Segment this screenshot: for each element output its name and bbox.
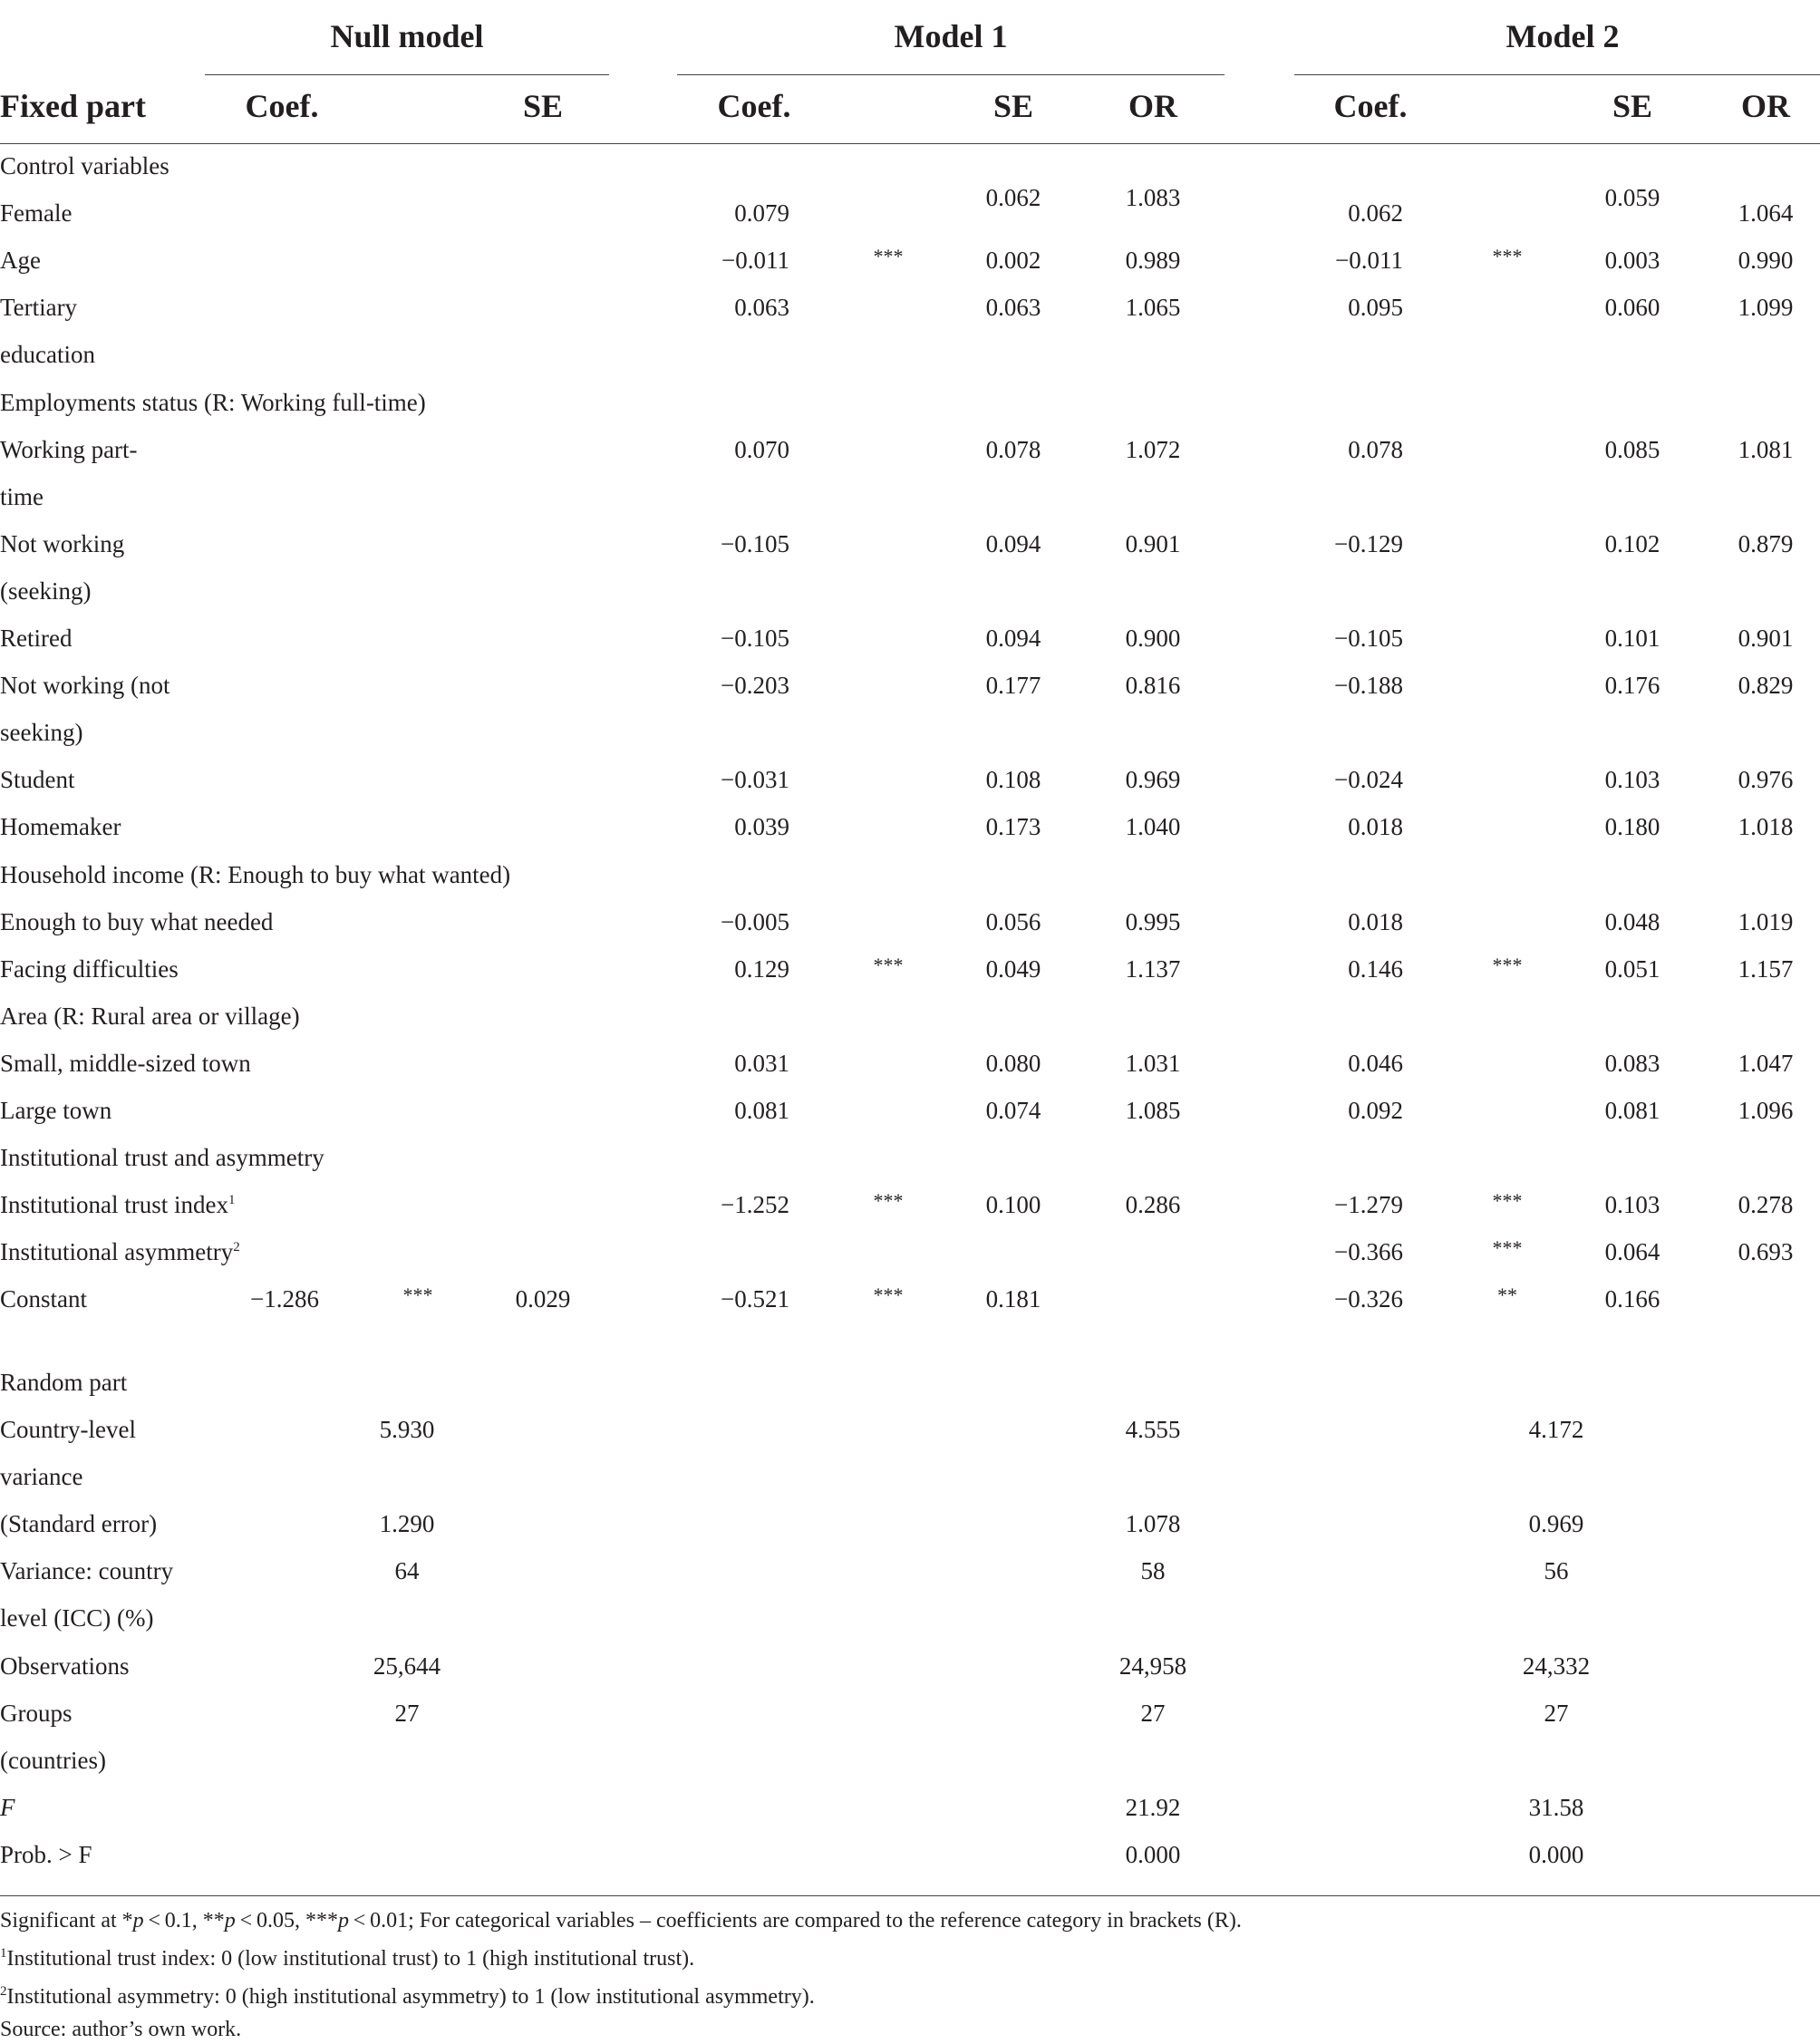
col-m1-se: SE [992, 88, 1034, 124]
random-value-null: 27 [394, 1700, 420, 1727]
m2-coef: −0.011 [1335, 247, 1403, 274]
random-value-model1: 0.000 [1125, 1841, 1181, 1868]
group-title-model2: Model 2 [1505, 18, 1620, 54]
m2-se: 0.102 [1604, 530, 1660, 557]
m2-se: 0.083 [1604, 1050, 1660, 1077]
m2-coef: −0.105 [1334, 625, 1403, 652]
random-value-model1: 1.078 [1125, 1510, 1181, 1537]
random-row-label: Groups [0, 1700, 73, 1727]
m2-coef: −1.279 [1334, 1191, 1403, 1218]
random-row-label: Country-level [0, 1416, 136, 1443]
random-part-title: Random part [0, 1369, 128, 1396]
footnote-2: $^2$Institutional asymmetry: 0 (high institutional asymmetry) to 1 (low institutional asymmetry). [0, 1984, 815, 2009]
row-label: Not working (not [0, 672, 170, 699]
m1-or: 0.995 [1125, 908, 1181, 935]
spanner-rule-model1 [677, 74, 1225, 75]
row-label: Not working [0, 530, 125, 557]
random-row-label: Prob. > F [0, 1841, 92, 1868]
m2-coef: −0.366 [1334, 1238, 1403, 1265]
row-label: Age [0, 247, 41, 274]
null-se: 0.029 [515, 1285, 571, 1313]
row-label-cont: education [0, 341, 95, 368]
null-sig: *** [402, 1284, 433, 1306]
random-value-model2: 56 [1544, 1557, 1569, 1584]
m1-se: 0.074 [985, 1097, 1041, 1124]
random-row-label: (Standard error) [0, 1510, 158, 1537]
col-m2-se: SE [1612, 88, 1653, 124]
m1-sig: *** [873, 1284, 904, 1306]
m1-coef: −1.252 [721, 1191, 789, 1218]
m2-or: 1.047 [1738, 1050, 1794, 1077]
col-m1-or: OR [1128, 88, 1177, 124]
m1-sig: *** [873, 245, 904, 267]
m2-se: 0.060 [1604, 294, 1660, 321]
m2-or: 0.990 [1738, 247, 1794, 274]
random-row-label: Observations [0, 1652, 130, 1680]
row-label: Small, middle-sized town [0, 1050, 251, 1077]
m2-se: 0.180 [1604, 813, 1660, 840]
m1-coef: 0.063 [734, 294, 789, 321]
m2-sig: *** [1492, 954, 1523, 976]
random-value-null: 5.930 [379, 1416, 435, 1443]
m1-or: 1.085 [1125, 1097, 1181, 1124]
random-value-model2: 0.000 [1528, 1841, 1584, 1868]
m2-se: 0.103 [1604, 1191, 1660, 1218]
m2-sig: ** [1497, 1284, 1517, 1306]
m1-se: 0.002 [985, 247, 1041, 274]
spanner-rule-null [205, 74, 609, 75]
row-label: Tertiary [0, 294, 78, 321]
m1-or: 1.065 [1125, 294, 1181, 321]
m1-or: 0.286 [1125, 1191, 1181, 1218]
m2-coef: −0.188 [1334, 672, 1403, 699]
m1-or: 0.989 [1125, 247, 1181, 274]
m1-se: 0.173 [985, 813, 1041, 840]
random-value-model2: 31.58 [1528, 1794, 1584, 1821]
m1-coef: −0.203 [721, 672, 789, 699]
null-coef: −1.286 [250, 1285, 319, 1313]
random-row-label-cont: (countries) [0, 1747, 106, 1774]
m1-coef: −0.031 [721, 766, 789, 793]
m1-or: 1.083 [1125, 184, 1181, 211]
m2-or: 1.157 [1738, 955, 1794, 983]
random-value-null: 1.290 [379, 1510, 435, 1537]
m1-coef: 0.039 [734, 813, 789, 840]
m2-coef: −0.129 [1334, 530, 1403, 557]
random-row-label: F [0, 1794, 15, 1821]
m1-or: 1.137 [1125, 955, 1181, 983]
m1-or: 0.969 [1125, 766, 1181, 793]
random-value-model2: 4.172 [1528, 1416, 1584, 1443]
m2-coef: 0.018 [1348, 813, 1403, 840]
m2-or: 0.901 [1738, 625, 1794, 652]
m1-se: 0.080 [985, 1050, 1041, 1077]
header-rule [0, 143, 1820, 144]
col-m2-coef: Coef. [1333, 88, 1408, 124]
m2-or: 1.081 [1738, 436, 1794, 463]
row-label: Retired [0, 625, 73, 652]
random-value-null: 25,644 [373, 1652, 441, 1680]
m1-se: 0.094 [985, 530, 1041, 557]
random-row-label-cont: variance [0, 1463, 83, 1490]
random-value-null: 64 [394, 1557, 420, 1584]
m2-coef: −0.024 [1334, 766, 1403, 793]
random-value-model2: 24,332 [1522, 1652, 1591, 1680]
m1-se: 0.063 [985, 294, 1041, 321]
m1-or: 1.072 [1125, 436, 1181, 463]
m1-or: 0.900 [1125, 625, 1181, 652]
row-label: Large town [0, 1097, 112, 1124]
row-label: Homemaker [0, 813, 121, 840]
m2-or: 1.099 [1738, 294, 1794, 321]
col-m2-or: OR [1741, 88, 1790, 124]
row-label-cont: time [0, 483, 44, 510]
m2-se: 0.103 [1604, 766, 1660, 793]
row-label: Constant [0, 1285, 88, 1313]
m2-se: 0.059 [1604, 184, 1660, 211]
m1-se: 0.049 [985, 955, 1041, 983]
m2-se: 0.051 [1604, 955, 1660, 983]
random-row-label: Variance: country [0, 1557, 174, 1584]
stub-header: Fixed part [0, 88, 146, 124]
m2-sig: *** [1492, 1189, 1523, 1212]
m2-coef: 0.062 [1348, 199, 1403, 227]
significance-note: Significant at *p < 0.1, **p < 0.05, ***p < 0.01; For categorical variables – coefficients are compared to the reference category in brackets (R). [0, 1909, 1242, 1933]
m2-se: 0.101 [1604, 625, 1660, 652]
m1-coef: −0.521 [721, 1285, 789, 1313]
random-value-model1: 21.92 [1125, 1794, 1181, 1821]
section-label: Institutional trust and asymmetry [0, 1144, 324, 1171]
m1-se: 0.078 [985, 436, 1041, 463]
spanner-rule-model2 [1294, 74, 1820, 75]
m2-se: 0.048 [1604, 908, 1660, 935]
m2-se: 0.166 [1604, 1285, 1660, 1313]
m1-sig: *** [873, 954, 904, 976]
table-bottom-rule [0, 1895, 1820, 1896]
m2-or: 0.976 [1738, 766, 1794, 793]
m2-or: 0.829 [1738, 672, 1794, 699]
m2-coef: 0.018 [1348, 908, 1403, 935]
m1-se: 0.100 [985, 1191, 1041, 1218]
footnote-1: $^1$Institutional trust index: 0 (low institutional trust) to 1 (high institutional trust). [0, 1946, 695, 1971]
m2-coef: −0.326 [1334, 1285, 1403, 1313]
m2-or: 1.019 [1738, 908, 1794, 935]
m1-coef: −0.105 [721, 530, 789, 557]
m1-se: 0.094 [985, 625, 1041, 652]
m1-coef: 0.070 [734, 436, 789, 463]
m1-coef: 0.129 [734, 955, 789, 983]
random-row-label-cont: level (ICC) (%) [0, 1604, 154, 1632]
group-title-null: Null model [330, 18, 484, 54]
random-value-model1: 27 [1140, 1700, 1166, 1727]
row-label: Institutional trust index$^1$ [0, 1191, 236, 1218]
section-label: Control variables [0, 152, 169, 179]
col-m1-coef: Coef. [717, 88, 791, 124]
m2-sig: *** [1492, 245, 1523, 267]
row-label: Enough to buy what needed [0, 908, 274, 935]
m1-or: 1.040 [1125, 813, 1181, 840]
m1-se: 0.177 [985, 672, 1041, 699]
m1-se: 0.108 [985, 766, 1041, 793]
section-label: Area (R: Rural area or village) [0, 1003, 300, 1030]
m2-or: 0.693 [1738, 1238, 1794, 1265]
row-label-cont: (seeking) [0, 577, 92, 605]
m1-or: 0.816 [1125, 672, 1181, 699]
m2-coef: 0.078 [1348, 436, 1403, 463]
random-value-model2: 27 [1544, 1700, 1569, 1727]
m1-coef: 0.081 [734, 1097, 789, 1124]
m1-or: 0.901 [1125, 530, 1181, 557]
m1-coef: 0.079 [734, 199, 789, 227]
m2-or: 0.278 [1738, 1191, 1794, 1218]
m2-or: 0.879 [1738, 530, 1794, 557]
m1-se: 0.056 [985, 908, 1041, 935]
row-label: Working part- [0, 436, 138, 463]
m2-or: 1.096 [1738, 1097, 1794, 1124]
m1-or: 1.031 [1125, 1050, 1181, 1077]
row-label-cont: seeking) [0, 719, 83, 746]
m2-se: 0.176 [1604, 672, 1660, 699]
col-null-se: SE [522, 88, 564, 124]
m2-coef: 0.046 [1348, 1050, 1403, 1077]
m2-coef: 0.095 [1348, 294, 1403, 321]
random-value-model2: 0.969 [1528, 1510, 1584, 1537]
m1-sig: *** [873, 1189, 904, 1212]
m2-se: 0.081 [1604, 1097, 1660, 1124]
m1-se: 0.062 [985, 184, 1041, 211]
m2-se: 0.003 [1604, 247, 1660, 274]
m1-se: 0.181 [985, 1285, 1041, 1313]
m2-se: 0.064 [1604, 1238, 1660, 1265]
m1-coef: −0.005 [721, 908, 789, 935]
m1-coef: 0.031 [734, 1050, 789, 1077]
m2-sig: *** [1492, 1236, 1523, 1259]
m1-coef: −0.105 [721, 625, 789, 652]
m2-or: 1.018 [1738, 813, 1794, 840]
row-label: Female [0, 199, 73, 227]
random-value-model1: 58 [1140, 1557, 1166, 1584]
row-label: Student [0, 766, 75, 793]
m2-coef: 0.146 [1348, 955, 1403, 983]
m2-coef: 0.092 [1348, 1097, 1403, 1124]
section-label: Employments status (R: Working full-time) [0, 389, 426, 416]
source-note: Source: author’s own work. [0, 2018, 242, 2041]
random-value-model1: 4.555 [1125, 1416, 1181, 1443]
m2-or: 1.064 [1738, 199, 1794, 227]
row-label: Institutional asymmetry$^2$ [0, 1238, 240, 1265]
m1-coef: −0.011 [721, 247, 789, 274]
random-value-model1: 24,958 [1118, 1652, 1187, 1680]
section-label: Household income (R: Enough to buy what wanted) [0, 861, 511, 888]
row-label: Facing difficulties [0, 955, 179, 983]
col-null-coef: Coef. [245, 88, 319, 124]
group-title-model1: Model 1 [894, 18, 1008, 54]
m2-se: 0.085 [1604, 436, 1660, 463]
